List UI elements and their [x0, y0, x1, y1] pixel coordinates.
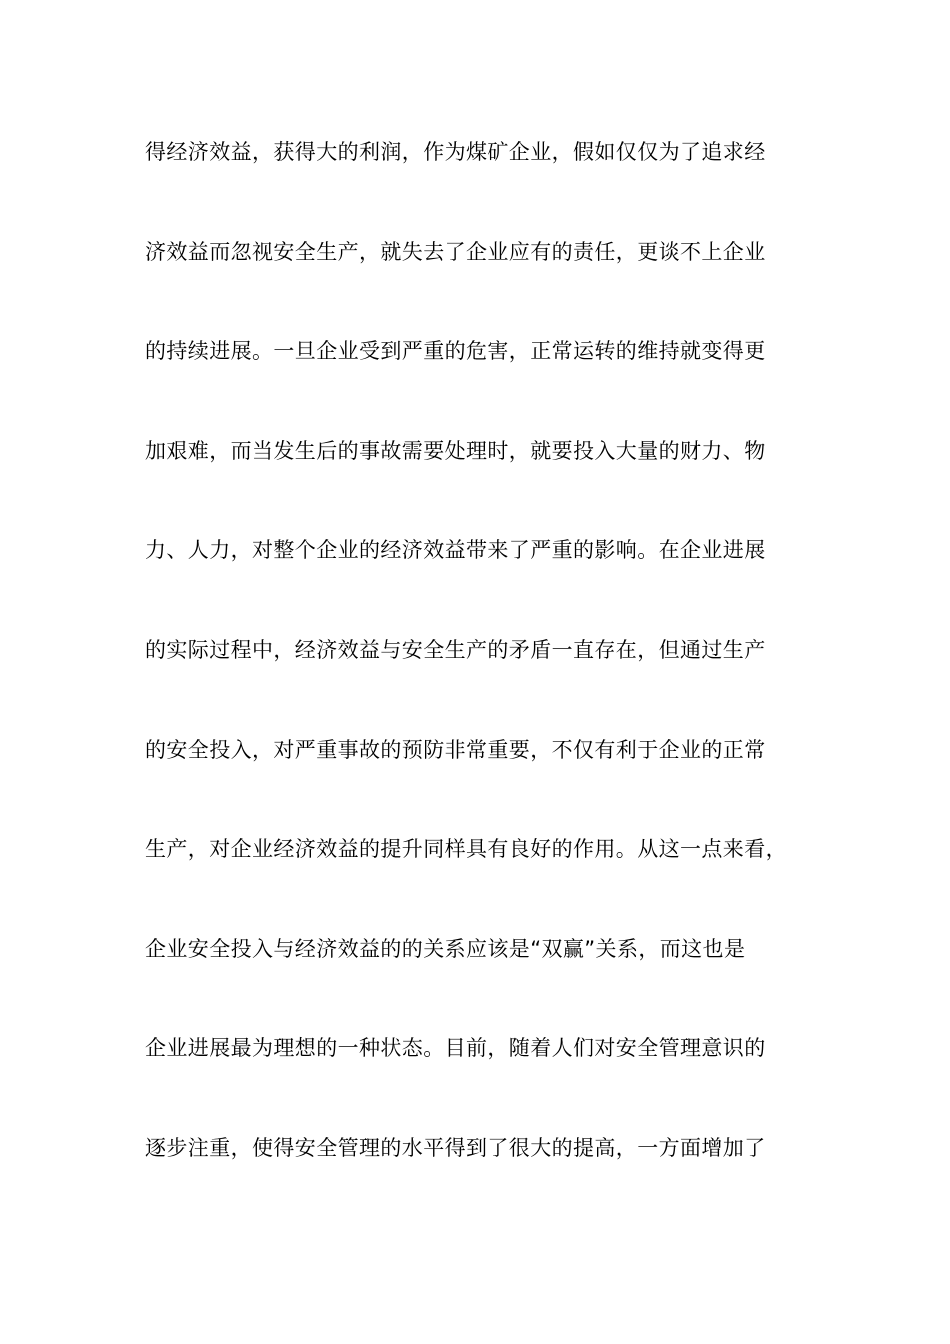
- text-line: 的安全投入，对严重事故的预防非常重要，不仅有利于企业的正常: [145, 737, 766, 762]
- text-line: 加艰难，而当发生后的事故需要处理时，就要投入大量的财力、物: [145, 438, 766, 463]
- text-line: 逐步注重，使得安全管理的水平得到了很大的提高，一方面增加了: [145, 1135, 766, 1160]
- text-line: 企业进展最为理想的一种状态。目前，随着人们对安全管理意识的: [145, 1036, 766, 1061]
- text-line: 生产，对企业经济效益的提升同样具有良好的作用。从这一点来看，: [145, 837, 787, 862]
- text-line: 的实际过程中，经济效益与安全生产的矛盾一直存在，但通过生产: [145, 637, 766, 662]
- text-line: 企业安全投入与经济效益的的关系应该是“双赢”关系，而这也是: [145, 936, 746, 961]
- text-line: 力、人力，对整个企业的经济效益带来了严重的影响。在企业进展: [145, 538, 766, 563]
- text-line: 的持续进展。一旦企业受到严重的危害，正常运转的维持就变得更: [145, 339, 766, 364]
- text-line: 得经济效益，获得大的利润，作为煤矿企业，假如仅仅为了追求经: [145, 140, 766, 164]
- body-paragraph: [145, 134, 835, 1230]
- text-line: 济效益而忽视安全生产，就失去了企业应有的责任，更谈不上企业: [145, 239, 766, 264]
